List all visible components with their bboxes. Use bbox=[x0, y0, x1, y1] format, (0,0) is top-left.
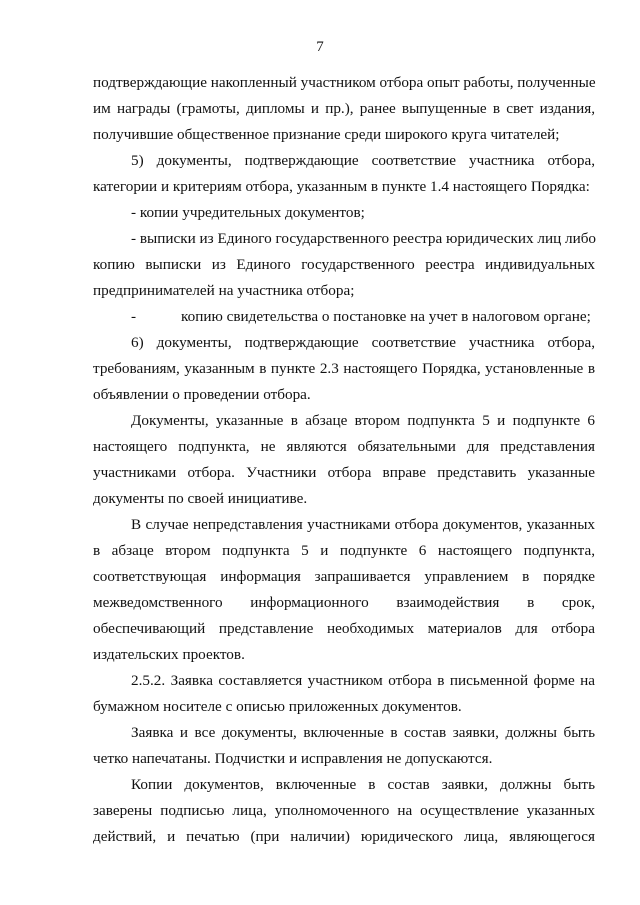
page-number: 7 bbox=[316, 39, 324, 55]
text-line: получившие общественное признание среди широкого круга читателей; bbox=[93, 126, 560, 143]
text-line: межведомственного информационного взаимодействия в срок, bbox=[93, 594, 595, 611]
text-line: В случае непредставления участниками отбора документов, указанных bbox=[131, 516, 595, 533]
text-line: 2.5.2. Заявка составляется участником отбора в письменной форме на bbox=[131, 672, 595, 689]
text-line: участниками отбора. Участники отбора вправе представить указанные bbox=[93, 464, 595, 481]
text-line: документы по своей инициативе. bbox=[93, 490, 308, 507]
list-dash: - bbox=[131, 308, 137, 325]
text-line: в абзаце втором подпункта 5 и подпункте 6 настоящего подпункта, bbox=[93, 542, 595, 559]
text-line: предпринимателей на участника отбора; bbox=[93, 282, 355, 299]
text-line: действий, и печатью (при наличии) юридического лица, являющегося bbox=[93, 828, 595, 845]
text-line: бумажном носителе с описью приложенных документов. bbox=[93, 698, 462, 715]
text-line: соответствующая информация запрашивается управлением в порядке bbox=[93, 568, 595, 585]
text-line: настоящего подпункта, не являются обязательными для представления bbox=[93, 438, 595, 455]
text-line: категории и критериям отбора, указанным в пункте 1.4 настоящего Порядка: bbox=[93, 178, 590, 195]
text-line: подтверждающие накопленный участником отбора опыт работы, полученные bbox=[93, 74, 596, 91]
text-line: Заявка и все документы, включенные в состав заявки, должны быть bbox=[131, 724, 595, 741]
text-line: Копии документов, включенные в состав заявки, должны быть bbox=[131, 776, 595, 793]
text-line: Документы, указанные в абзаце втором подпункта 5 и подпункте 6 bbox=[131, 412, 595, 429]
text-line: им награды (грамоты, дипломы и пр.), ранее выпущенные в свет издания, bbox=[93, 100, 595, 117]
text-line: - копии учредительных документов; bbox=[131, 204, 365, 221]
text-line: заверены подписью лица, уполномоченного на осуществление указанных bbox=[93, 802, 595, 819]
text-line: издательских проектов. bbox=[93, 646, 245, 663]
text-line: копию выписки из Единого государственного реестра индивидуальных bbox=[93, 256, 595, 273]
text-line: четко напечатаны. Подчистки и исправления не допускаются. bbox=[93, 750, 493, 767]
text-line: копию свидетельства о постановке на учет в налоговом органе; bbox=[181, 308, 591, 325]
text-line: 5) документы, подтверждающие соответствие участника отбора, bbox=[131, 152, 595, 169]
text-line: 6) документы, подтверждающие соответствие участника отбора, bbox=[131, 334, 595, 351]
text-line: - выписки из Единого государственного реестра юридических лиц либо bbox=[131, 230, 597, 247]
text-line: требованиям, указанным в пункте 2.3 настоящего Порядка, установленные в bbox=[93, 360, 595, 377]
text-line: обеспечивающий представление необходимых материалов для отбора bbox=[93, 620, 595, 637]
text-line: объявлении о проведении отбора. bbox=[93, 386, 311, 403]
